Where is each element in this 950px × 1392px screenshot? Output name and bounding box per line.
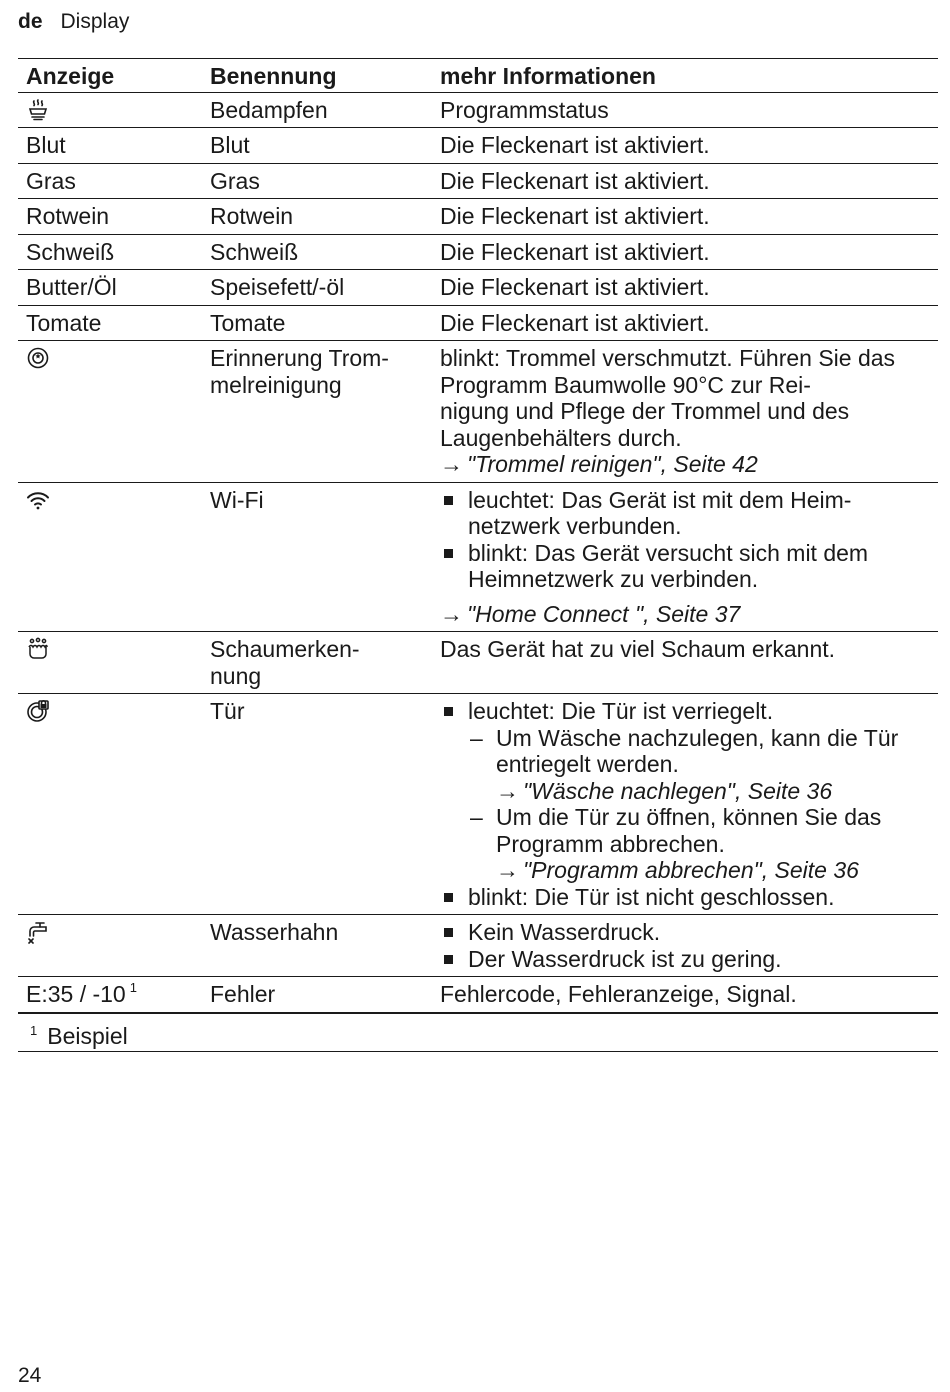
footnote-marker: 1: [30, 1022, 38, 1038]
info-cell: Die Fleckenart ist aktiviert.: [432, 234, 938, 270]
cross-reference[interactable]: [496, 857, 930, 884]
reference-link[interactable]: "Programm abbrechen", Seite 36: [523, 857, 859, 883]
display-cell: Blut: [18, 128, 202, 164]
cross-reference[interactable]: [440, 601, 930, 628]
table-row: [18, 163, 938, 199]
footnote-text: Beispiel: [47, 1022, 128, 1049]
door-lock-icon: [26, 698, 52, 724]
reference-link[interactable]: "Trommel reinigen", Seite 42: [467, 451, 758, 477]
display-cell: [18, 632, 202, 694]
list-item: [440, 698, 930, 884]
steam-icon: [26, 97, 52, 123]
table-row: [18, 482, 938, 632]
name-cell: Fehler: [202, 977, 432, 1013]
foam-icon: [26, 636, 52, 662]
display-cell: Gras: [18, 163, 202, 199]
name-cell: Tomate: [202, 305, 432, 341]
table-row: [18, 977, 938, 1013]
arrow-icon: →: [440, 600, 463, 627]
table-row: [18, 199, 938, 235]
language-code: de: [18, 10, 43, 33]
wifi-icon: [26, 487, 52, 513]
info-cell: [432, 341, 938, 483]
column-header-display: Anzeige: [18, 59, 202, 93]
info-cell: Fehlercode, Fehleranzeige, Signal.: [432, 977, 938, 1013]
footnote: [18, 1013, 938, 1052]
info-cell: Die Fleckenart ist aktiviert.: [432, 128, 938, 164]
name-cell: Tür: [202, 694, 432, 915]
display-cell: [18, 482, 202, 632]
dash-text: Um Wäsche nachzulegen, kann die Tür entriegelt werden.: [496, 724, 899, 777]
display-cell: [18, 915, 202, 977]
section-title: Display: [60, 10, 130, 33]
name-cell: Rotwein: [202, 199, 432, 235]
footnote-marker: 1: [129, 980, 137, 995]
name-cell: Schweiß: [202, 234, 432, 270]
cross-reference[interactable]: [496, 778, 930, 805]
arrow-icon: →: [496, 857, 519, 883]
info-cell: Die Fleckenart ist aktiviert.: [432, 305, 938, 341]
arrow-icon: →: [440, 451, 463, 477]
dash-list: [468, 725, 930, 884]
display-cell: [18, 977, 202, 1013]
list-item: blinkt: Die Tür ist nicht geschlossen.: [440, 884, 930, 911]
reference-link[interactable]: "Wäsche nachlegen", Seite 36: [523, 777, 833, 804]
table-row: [18, 128, 938, 164]
column-header-name: Benennung: [202, 59, 432, 93]
footnote-row: [18, 1013, 938, 1052]
info-cell: [432, 915, 938, 977]
info-text: blinkt: Trommel verschmutzt. Führen Sie das Programm Baumwolle 90°C zur Rei- nigung und Pflege der Trommel und des Laugenbehälters durch.: [440, 345, 896, 451]
bullet-list: [440, 698, 930, 910]
table-row: [18, 305, 938, 341]
water-tap-icon: [26, 919, 52, 945]
error-code: E:35 / -10: [26, 981, 126, 1007]
name-cell: Gras: [202, 163, 432, 199]
info-cell: Die Fleckenart ist aktiviert.: [432, 199, 938, 235]
display-cell: [18, 694, 202, 915]
display-cell: Butter/Öl: [18, 270, 202, 306]
info-cell: Die Fleckenart ist aktiviert.: [432, 163, 938, 199]
display-cell: [18, 92, 202, 128]
name-cell: Bedampfen: [202, 92, 432, 128]
bullet-list: [440, 919, 930, 972]
table-header-row: [18, 59, 938, 93]
name-cell: Erinnerung Trom- melreinigung: [202, 341, 432, 483]
cross-reference[interactable]: [440, 451, 930, 478]
name-cell: Schaumerken- nung: [202, 632, 432, 694]
display-cell: Schweiß: [18, 234, 202, 270]
table-row: [18, 270, 938, 306]
info-cell: [432, 482, 938, 632]
arrow-icon: →: [496, 777, 519, 804]
bullet-text: leuchtet: Die Tür ist verriegelt.: [468, 698, 774, 724]
table-row: [18, 915, 938, 977]
table-row: [18, 92, 938, 128]
bullet-list: [440, 487, 930, 593]
table-row: [18, 341, 938, 483]
display-cell: Tomate: [18, 305, 202, 341]
info-cell: [432, 694, 938, 915]
name-cell: Speisefett/-öl: [202, 270, 432, 306]
name-cell: Wi-Fi: [202, 482, 432, 632]
column-header-info: mehr Informationen: [432, 59, 938, 93]
table-row: [18, 694, 938, 915]
list-item: [468, 725, 930, 805]
table-row: [18, 632, 938, 694]
info-cell: Programmstatus: [432, 92, 938, 128]
table-row: [18, 234, 938, 270]
name-cell: Blut: [202, 128, 432, 164]
list-item: [468, 804, 930, 884]
list-item: leuchtet: Das Gerät ist mit dem Heim- netzwerk verbunden.: [440, 487, 930, 540]
info-cell: Die Fleckenart ist aktiviert.: [432, 270, 938, 306]
display-cell: Rotwein: [18, 199, 202, 235]
list-item: Kein Wasserdruck.: [440, 919, 930, 946]
display-cell: [18, 341, 202, 483]
page-header: [18, 8, 129, 36]
info-cell: Das Gerät hat zu viel Schaum erkannt.: [432, 632, 938, 694]
display-table: [18, 58, 938, 1052]
name-cell: Wasserhahn: [202, 915, 432, 977]
page-number: 24: [18, 1364, 42, 1387]
list-item: Der Wasserdruck ist zu gering.: [440, 946, 930, 973]
drum-clean-icon: [26, 345, 52, 371]
list-item: blinkt: Das Gerät versucht sich mit dem Heimnetzwerk zu verbinden.: [440, 540, 930, 593]
dash-text: Um die Tür zu öffnen, können Sie das Programm abbrechen.: [496, 804, 882, 857]
reference-link[interactable]: "Home Connect ", Seite 37: [467, 600, 741, 627]
